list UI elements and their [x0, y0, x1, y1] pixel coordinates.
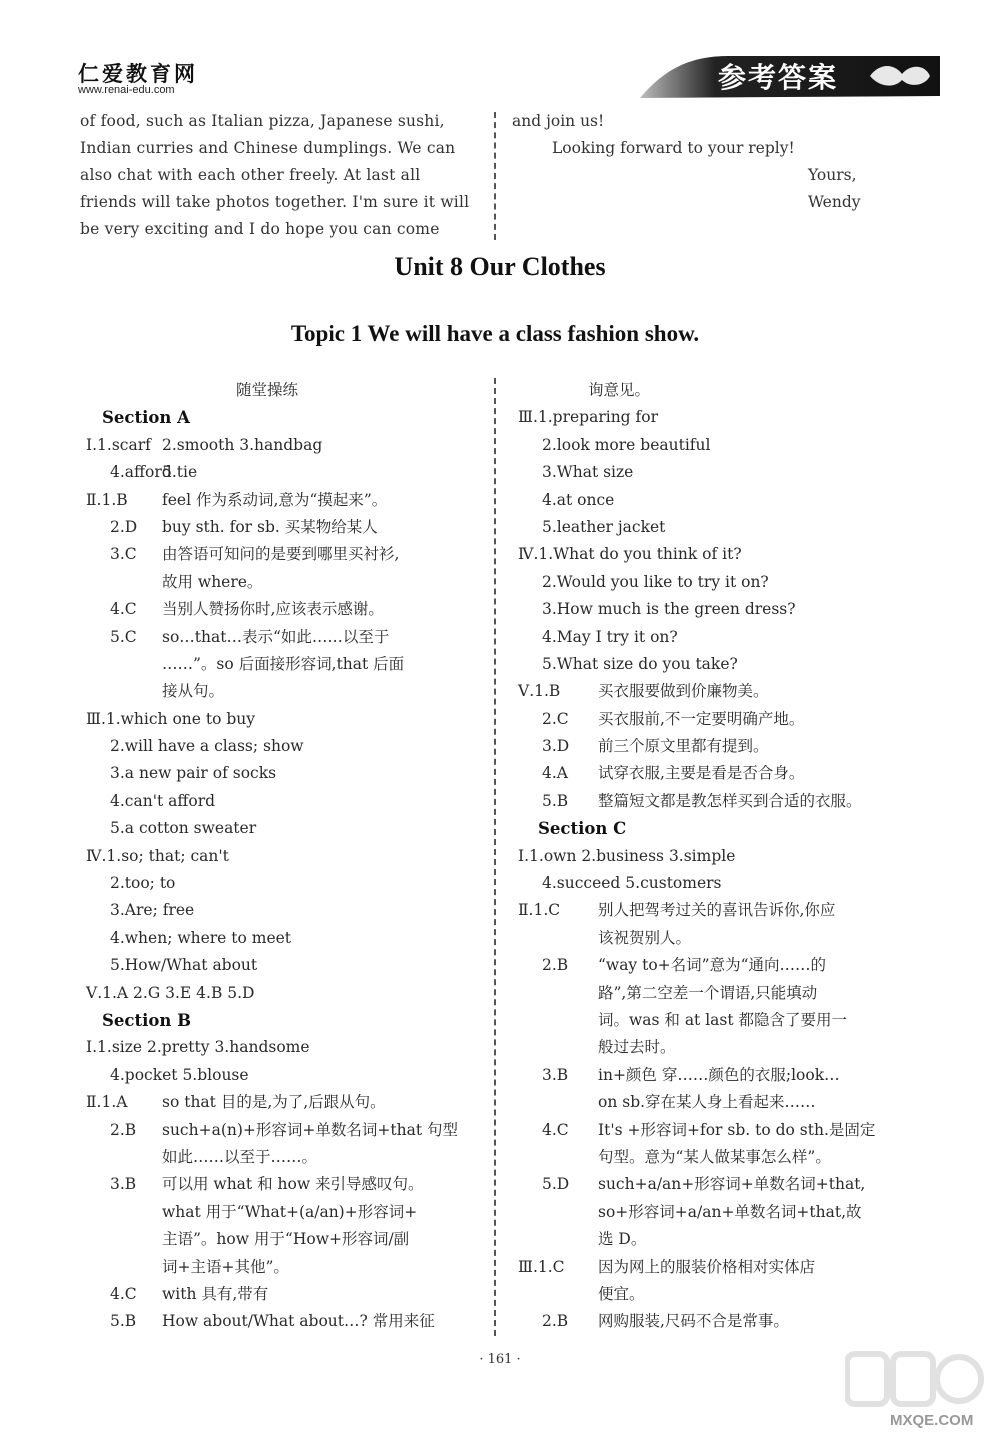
left-answer-row — [86, 1062, 486, 1089]
answers-left-column — [86, 377, 486, 1336]
answer-label: 2.too; to — [110, 874, 176, 893]
left-answer-row — [86, 651, 486, 678]
unit-title: Unit 8 Our Clothes — [394, 252, 606, 281]
left-answer-row — [86, 843, 486, 870]
section-heading: Section A — [102, 408, 190, 428]
answer-explanation: what 用于“What+(a/an)+形容词+ — [162, 1202, 418, 1221]
answer-explanation: buy sth. for sb. 买某物给某人 — [162, 517, 378, 536]
answer-explanation: 接从句。 — [162, 682, 225, 701]
answer-label: Ⅴ.1.A 2.G 3.E 4.B 5.D — [86, 983, 255, 1002]
answer-label: 2.will have a class; show — [110, 737, 304, 756]
left-answer-row — [86, 487, 486, 514]
answer-label: 5.a cotton sweater — [110, 819, 257, 838]
answer-label: 2.B — [110, 1120, 137, 1139]
answer-explanation: 句型。意为“某人做某事怎么样”。 — [598, 1147, 831, 1166]
answer-explanation: 词。was 和 at last 都隐含了要用一 — [598, 1010, 848, 1029]
answer-explanation: 该祝贺别人。 — [598, 928, 692, 947]
left-answer-row — [86, 1254, 486, 1281]
answer-label: 4.afford — [110, 463, 172, 482]
letter-right-line: and join us! — [512, 112, 605, 130]
answer-label: Ⅲ.1.preparing for — [518, 408, 659, 427]
left-answer-row — [86, 815, 486, 842]
answer-label: 2.D — [110, 517, 138, 536]
answer-explanation: 选 D。 — [598, 1230, 647, 1249]
answer-label: 5.D — [542, 1175, 570, 1194]
answer-label: Ⅰ.1.scarf — [86, 435, 151, 454]
right-answer-row — [518, 514, 938, 541]
right-answer-row — [518, 1089, 938, 1116]
answer-label: 3.B — [542, 1065, 569, 1084]
column-divider-top — [494, 112, 496, 240]
site-url: www.renai-edu.com — [78, 84, 175, 96]
answer-explanation: with 具有,带有 — [162, 1284, 269, 1303]
right-answer-row — [518, 1254, 938, 1281]
left-answer-row — [86, 624, 486, 651]
left-answer-row — [86, 1117, 486, 1144]
right-answer-row — [518, 788, 938, 815]
answer-explanation: 便宜。 — [598, 1284, 645, 1303]
letter-right-line: Looking forward to your reply! — [552, 139, 795, 157]
right-answer-row — [518, 1007, 938, 1034]
right-answer-row — [518, 651, 938, 678]
answer-label: 4.pocket 5.blouse — [110, 1065, 249, 1084]
right-answer-row — [518, 624, 938, 651]
right-answer-row — [518, 1144, 938, 1171]
answer-explanation: 买衣服前,不一定要明确产地。 — [598, 709, 805, 728]
left-answer-row — [86, 1226, 486, 1253]
answer-explanation: 因为网上的服装价格相对实体店 — [598, 1257, 816, 1276]
answer-explanation: ……”。so 后面接形容词,that 后面 — [162, 654, 405, 673]
watermark-text: MXQE.COM — [890, 1412, 974, 1429]
left-answer-row — [86, 514, 486, 541]
column-divider-main — [494, 378, 496, 1336]
answer-label: 5.B — [542, 791, 569, 810]
answer-explanation: 买衣服要做到价廉物美。 — [598, 682, 769, 701]
left-answer-row — [86, 870, 486, 897]
page-number: · 161 · — [479, 1352, 521, 1367]
right-answer-row — [518, 1034, 938, 1061]
right-answer-row — [518, 897, 938, 924]
right-answer-row — [518, 1199, 938, 1226]
answer-explanation: 前三个原文里都有提到。 — [598, 737, 769, 756]
right-answer-row — [518, 678, 938, 705]
answer-label: 2.C — [542, 709, 569, 728]
right-answer-row — [518, 596, 938, 623]
right-answer-row — [518, 541, 938, 568]
answer-explanation: feel 作为系动词,意为“摸起来”。 — [162, 490, 388, 509]
letter-left-line: be very exciting and I do hope you can come — [80, 220, 440, 238]
right-answer-row — [518, 377, 938, 404]
answer-label: 2.look more beautiful — [542, 435, 711, 454]
left-answer-row — [86, 980, 486, 1007]
letter-right-line: Wendy — [808, 193, 861, 211]
right-answer-row — [518, 925, 938, 952]
answer-label: Ⅲ.1.C — [518, 1257, 565, 1276]
answer-explanation: 由答语可知问的是要到哪里买衬衫, — [162, 545, 400, 564]
answer-label: 4.C — [110, 1284, 137, 1303]
answer-label: 3.What size — [542, 463, 634, 482]
left-answer-row — [86, 1281, 486, 1308]
answer-label: Ⅳ.1.so; that; can't — [86, 846, 229, 865]
left-answer-row — [86, 952, 486, 979]
left-answer-row — [86, 1034, 486, 1061]
site-logo-text: 仁爱教育网 — [78, 62, 198, 86]
answer-label: 5.What size do you take? — [542, 654, 738, 673]
left-answer-row — [86, 404, 486, 431]
answer-explanation: How about/What about…? 常用来征 — [162, 1312, 435, 1331]
answer-label: 4.when; where to meet — [110, 928, 292, 947]
left-answer-row — [86, 1199, 486, 1226]
left-answer-row — [86, 1144, 486, 1171]
left-answer-row — [86, 678, 486, 705]
right-answer-row — [518, 760, 938, 787]
right-answer-row — [518, 1171, 938, 1198]
right-answer-row — [518, 1062, 938, 1089]
answer-explanation: 般过去时。 — [598, 1038, 676, 1057]
left-answer-row — [86, 541, 486, 568]
answers-right-column — [518, 377, 938, 1336]
answer-label: 5.B — [110, 1312, 137, 1331]
topic-title: Topic 1 We will have a class fashion show. — [290, 321, 700, 346]
answer-label: 4.can't afford — [110, 791, 216, 810]
letter-continuation-left — [80, 108, 480, 243]
right-answer-row — [518, 1226, 938, 1253]
answer-label: Ⅰ.1.own 2.business 3.simple — [518, 846, 736, 865]
answer-label: 3.B — [110, 1175, 137, 1194]
answer-explanation: 5.tie — [162, 463, 198, 482]
answer-label: 4.C — [542, 1120, 569, 1139]
left-answer-row — [86, 432, 486, 459]
answer-explanation: 试穿衣服,主要是看是否合身。 — [598, 764, 805, 783]
answer-explanation: so that 目的是,为了,后跟从句。 — [162, 1093, 386, 1112]
answer-label: 3.How much is the green dress? — [542, 600, 796, 619]
right-answer-row — [518, 459, 938, 486]
answer-explanation: 词+主语+其他”。 — [162, 1257, 289, 1276]
answer-explanation: 别人把驾考过关的喜讯告诉你,你应 — [598, 901, 836, 920]
answer-explanation: 故用 where。 — [162, 572, 263, 591]
left-answer-row — [86, 897, 486, 924]
practice-heading: 随堂操练 — [236, 381, 299, 399]
left-answer-row — [86, 733, 486, 760]
answer-explanation: It's +形容词+for sb. to do sth.是固定 — [598, 1120, 876, 1139]
answer-explanation: “way to+名词”意为“通向……的 — [598, 956, 827, 975]
answer-label: 5.C — [110, 627, 137, 646]
answer-label: Ⅴ.1.B — [518, 682, 561, 701]
answer-label: Ⅳ.1.What do you think of it? — [518, 545, 742, 564]
answer-explanation: 当别人赞扬你时,应该表示感谢。 — [162, 600, 384, 619]
answer-explanation: in+颜色 穿……颜色的衣服;look… — [598, 1065, 840, 1084]
answer-explanation: 网购服装,尺码不合是常事。 — [598, 1312, 789, 1331]
answer-label: 4.succeed 5.customers — [542, 874, 722, 893]
right-answer-row — [518, 1308, 938, 1335]
letter-left-line: of food, such as Italian pizza, Japanese sushi, — [80, 112, 445, 130]
left-answer-row — [86, 1171, 486, 1198]
letter-left-line: friends will take photos together. I'm sure it will — [80, 193, 470, 211]
answer-explanation: on sb.穿在某人身上看起来…… — [598, 1093, 816, 1112]
left-answer-row — [86, 706, 486, 733]
right-answer-row — [518, 432, 938, 459]
left-answer-row — [86, 760, 486, 787]
answer-explanation: such+a(n)+形容词+单数名词+that 句型 — [162, 1120, 458, 1139]
section-heading: Section B — [102, 1010, 192, 1030]
answer-banner-title: 参考答案 — [718, 61, 839, 94]
answer-label: 3.Are; free — [110, 901, 195, 920]
answer-label: 4.at once — [542, 490, 615, 509]
letter-continuation-right — [512, 108, 932, 228]
answer-label: Ⅰ.1.size 2.pretty 3.handsome — [86, 1038, 310, 1057]
right-answer-row — [518, 706, 938, 733]
answer-label: 3.C — [110, 545, 137, 564]
right-answer-row — [518, 487, 938, 514]
answer-label: 4.May I try it on? — [542, 627, 678, 646]
answer-label: Ⅱ.1.C — [518, 901, 561, 920]
right-answer-row — [518, 843, 938, 870]
left-answer-row — [86, 1308, 486, 1335]
answer-label: Ⅱ.1.A — [86, 1093, 128, 1112]
answer-explanation: 主语”。how 用于“How+形容词/副 — [162, 1230, 410, 1249]
right-answer-row — [518, 870, 938, 897]
answer-explanation: so…that…表示“如此……以至于 — [162, 627, 390, 646]
letter-left-line: also chat with each other freely. At last all — [80, 166, 421, 184]
right-answer-row — [518, 952, 938, 979]
letter-right-line: Yours, — [808, 166, 857, 184]
answer-label: Ⅲ.1.which one to buy — [86, 709, 256, 728]
left-answer-row — [86, 596, 486, 623]
answer-explanation: so+形容词+a/an+单数名词+that,故 — [598, 1202, 862, 1221]
answer-label: 2.B — [542, 956, 569, 975]
right-answer-row — [518, 1117, 938, 1144]
left-answer-row — [86, 1007, 486, 1034]
right-answer-row — [518, 1281, 938, 1308]
left-answer-row — [86, 1089, 486, 1116]
answer-explanation: 如此……以至于……。 — [162, 1147, 318, 1166]
right-answer-row — [518, 569, 938, 596]
answer-explanation: such+a/an+形容词+单数名词+that, — [598, 1175, 866, 1194]
answer-label: 5.leather jacket — [542, 517, 666, 536]
answer-explanation: 2.smooth 3.handbag — [162, 435, 323, 454]
answer-explanation: 整篇短文都是教怎样买到合适的衣服。 — [598, 791, 862, 810]
answer-explanation: 询意见。 — [588, 381, 651, 399]
left-answer-row — [86, 377, 486, 404]
answer-label: 2.Would you like to try it on? — [542, 572, 769, 591]
answer-label: 3.a new pair of socks — [110, 764, 277, 783]
answer-label: 4.A — [542, 764, 568, 783]
section-heading: Section C — [538, 819, 627, 839]
answer-explanation: 路”,第二空差一个谓语,只能填动 — [598, 983, 818, 1002]
right-answer-row — [518, 980, 938, 1007]
answer-explanation: 可以用 what 和 how 来引导感叹句。 — [162, 1175, 424, 1194]
answer-label: 5.How/What about — [110, 956, 258, 975]
left-answer-row — [86, 788, 486, 815]
right-answer-row — [518, 815, 938, 842]
answer-label: 2.B — [542, 1312, 569, 1331]
right-answer-row — [518, 404, 938, 431]
left-answer-row — [86, 569, 486, 596]
right-answer-row — [518, 733, 938, 760]
left-answer-row — [86, 459, 486, 486]
answer-label: 4.C — [110, 600, 137, 619]
answer-label: 3.D — [542, 737, 570, 756]
left-answer-row — [86, 925, 486, 952]
letter-left-line: Indian curries and Chinese dumplings. We can — [80, 139, 456, 157]
answer-label: Ⅱ.1.B — [86, 490, 128, 509]
